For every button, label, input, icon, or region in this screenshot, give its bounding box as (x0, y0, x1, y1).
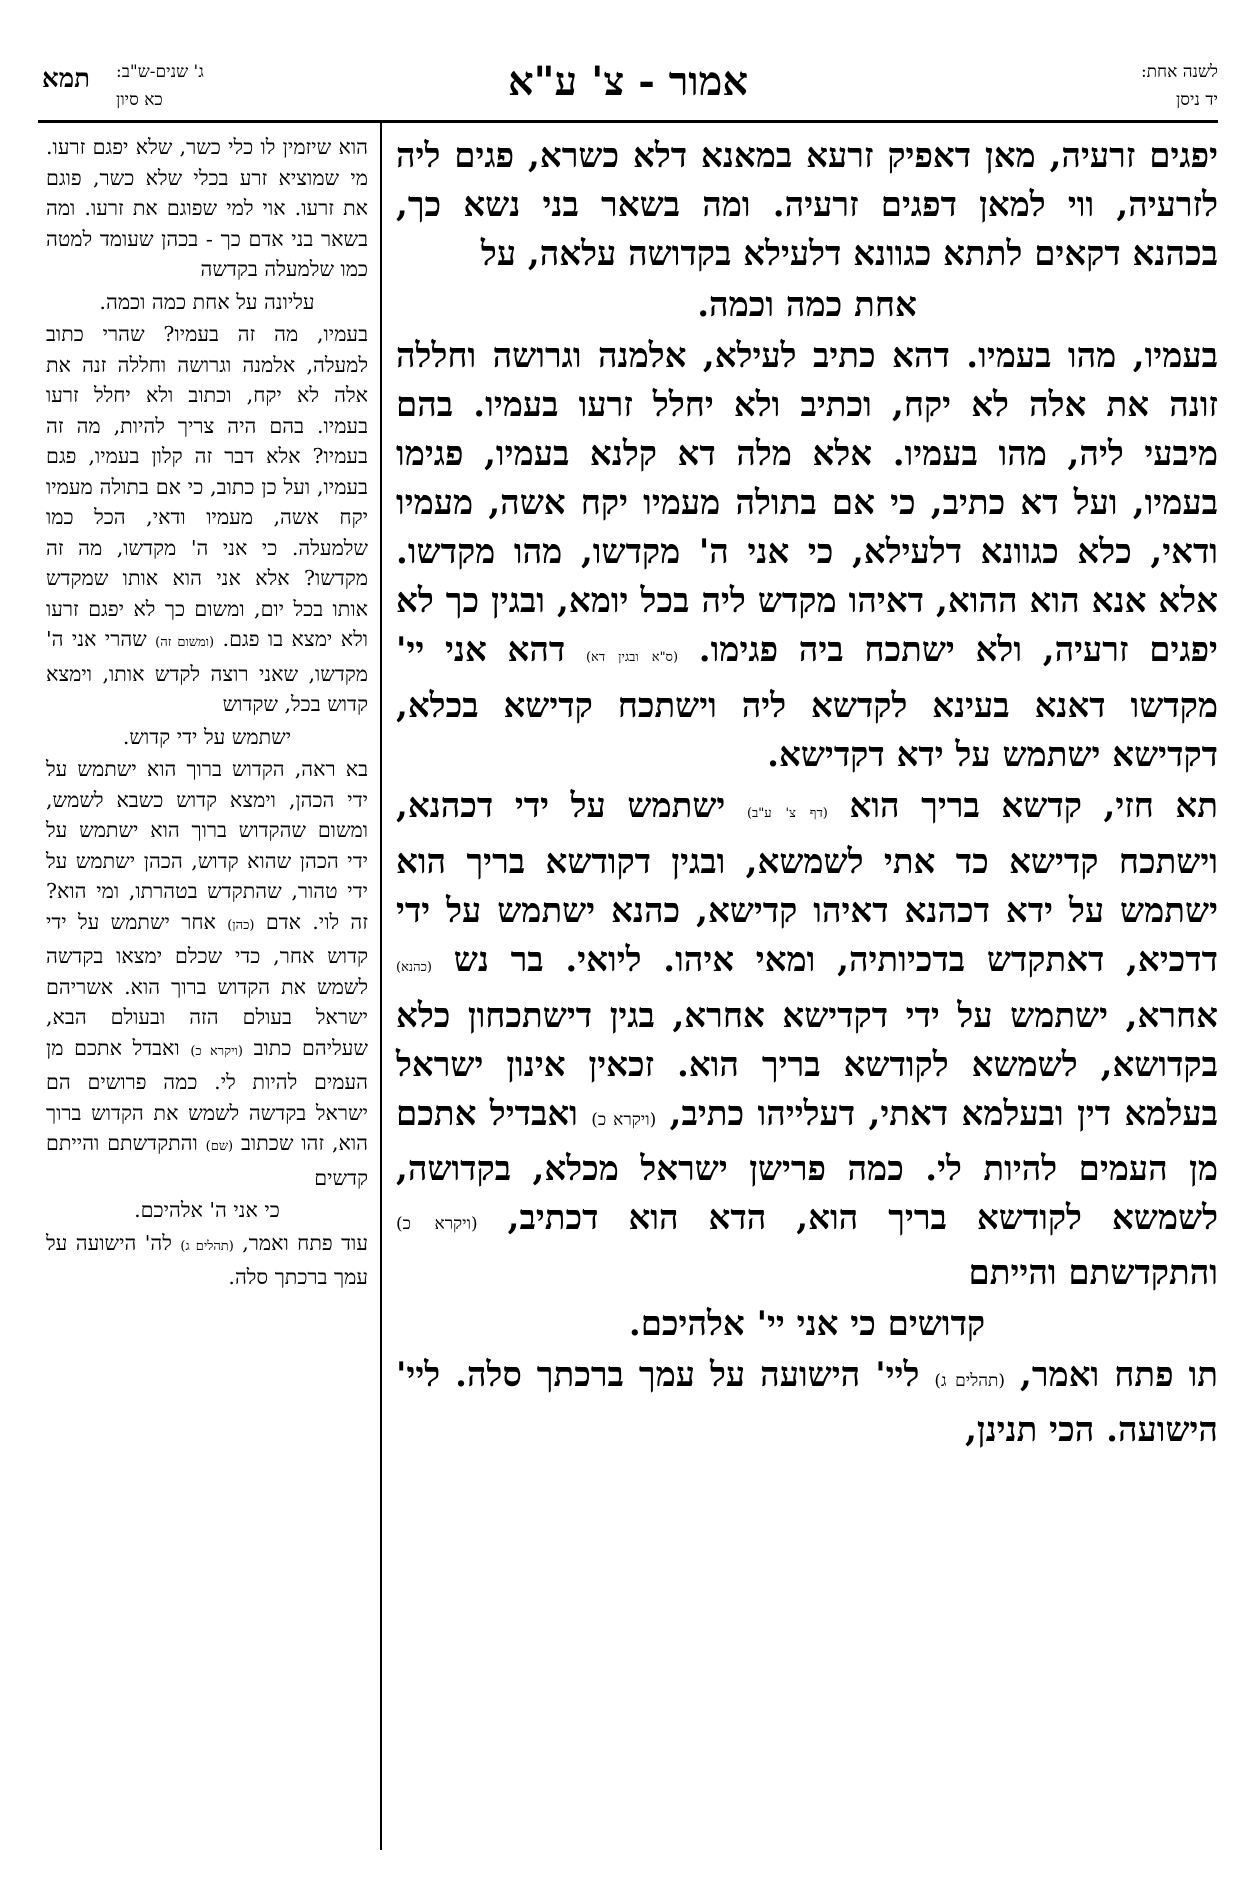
folio-reference: (דף צ' ע"ב) (746, 806, 828, 821)
main-paragraph-1: יפגים זרעיה, מאן דאפיק זרעא במאנא דלא כשרא, פגים ליה לזרעיה, ווי למאן דפגים זרעיה. ומה בשאר בני נשא כך, בכהנא דקאים לתתא כגוונא דלעילא בקדושה עלאה, על (396, 136, 1218, 274)
verse-reference: (ויקרא כ) (396, 1214, 478, 1234)
translation-column (46, 132, 368, 1295)
page (38, 52, 1218, 1852)
verse-reference: (ויקרא כ) (190, 1043, 243, 1059)
variant-reference: (כהנא) (396, 960, 433, 975)
main-paragraph-4: תו פתח ואמר, (תהלים ג) ליי' הישועה על עמך ברכתך סלה. ליי' הישועה. הכי תנינן, (396, 1355, 1219, 1450)
main-paragraph-2: בעמיו, מהו בעמיו. דהא כתיב לעילא, אלמנה וגרושה וחללה זונה את אלה לא יקח, וכתיב ולא יחלל זרעו בעמיו. בהם מיבעי ליה, מהו בעמיו. אלא מלה דא קלנא בעמיו, פגימו בעמיו, ועל דא כתיב, כי אם בתולה מעמיו יקח אשה, מעמיו ודאי, כלא כגוונא דלעילא, כי אני ה' מקדשו, מהו מקדשו. אלא אנא הוא ההוא, דאיהו מקדש ליה בכל יומא, ובגין כך לא יפגים זרעיה, ולא ישתכח ביה פגימו. (ס"א ובגין דא) דהא אני יי' מקדשו דאנא בעינא לקדשא ליה וישתכח קדישא בכלא, דקדישא ישתמש על ידא דקדישא. (396, 336, 1218, 775)
side-paragraph-3-end: כי אני ה' אלהיכם. (134, 1198, 280, 1222)
side-paragraph-4: עוד פתח ואמר, (תהלים ג) לה' הישועה על עמך ברכתך סלה. (46, 1230, 368, 1289)
column-divider (380, 120, 382, 1850)
schedule-one-year-label: לשנה אחת: (1140, 62, 1218, 82)
side-paragraph-1: הוא שיזמין לו כלי כשר, שלא יפגם זרעו. מי שמוציא זרע בכלי שלא כשר, פוגם את זרעו. אוי למי שפוגם את זרעו. ומה בשאר בני אדם כך - בכהן שעומד למטה כמו שלמעלה בקדשה (46, 135, 368, 281)
schedule-one-year-date: יד ניסן (1175, 90, 1218, 110)
page-title: אמור - צ' ע"א (507, 58, 749, 105)
main-paragraph-3: תא חזי, קדשא בריך הוא (דף צ' ע"ב) ישתמש על ידי דכהנא, וישתכח קדישא כד אתי לשמשא, ובגין דקודשא בריך הוא ישתמש על ידא דכהנא דאיהו קדישא, כהנא ישתמש על ידי דדכיא, דאתקדש בדכיותיה, ומאי איהו. ליואי. בר נש (כהנא) אחרא, ישתמש על ידי דקדישא אחרא, בגין דישתכחון כלא בקדושא, לשמשא לקודשא בריך הוא. זכאין אינון ישראל בעלמא דין ובעלמא דאתי, דעלייהו כתיב, (ויקרא כ) ואבדיל אתכם מן העמים להיות לי. כמה פרישן ישראל מכלא, בקדושה, לשמשא לקודשא בריך הוא, הדא הוא דכתיב, (ויקרא כ) והתקדשתם והייתם (396, 786, 1219, 1293)
main-paragraph-1-end: אחת כמה וכמה. (697, 285, 917, 325)
variant-reference: (ס"א ובגין דא) (585, 650, 679, 665)
side-paragraph-1-end: עליונה על אחת כמה וכמה. (99, 289, 315, 314)
side-paragraph-3: בא ראה, הקדוש ברוך הוא ישתמש על ידי הכהן, וימצא קדוש כשבא לשמש, ומשום שהקדוש ברוך הוא ישתמש על ידי הכהן שהוא קדוש, הכהן ישתמש על ידי טהור, שהתקדש בטהרתו, ומי הוא? זה לוי. אדם (כהן) אחר ישתמש על ידי קדוש אחר, כדי שכלם ימצאו בקדשה לשמש את הקדוש ברוך הוא. אשריהם ישראל בעולם הזה ובעולם הבא, שעליהם כתוב (ויקרא כ) ואבדל אתכם מן העמים להיות לי. כמה פרושים הם ישראל בקדשה לשמש את הקדוש ברוך הוא, זהו שכתוב (שם) והתקדשתם והייתם קדשים (46, 757, 369, 1190)
verse-reference: (ויקרא כ) (591, 1110, 657, 1130)
verse-reference: (שם) (205, 1139, 234, 1154)
page-number: תמא (42, 64, 90, 94)
side-paragraph-2-end: ישתמש על ידי קדוש. (122, 724, 292, 749)
verse-reference: (תהלים ג) (934, 1371, 1005, 1391)
side-paragraph-2: בעמיו, מה זה בעמיו? שהרי כתוב למעלה, אלמנה וגרושה וחללה זנה את אלה לא יקח, וכתוב ולא יחלל זרעו בעמיו. בהם היה צריך להיות, מה זה בעמיו? אלא דבר זה קלון בעמיו, פגם בעמיו, ועל כן כתוב, כי אם בתולה מעמיו יקח אשה, מעמיו ודאי, הכל כמו שלמעלה. כי אני ה' מקדשו, מה זה מקדשו? אלא אני הוא אותו שמקדש אותו בכל יום, ומשום כך לא יפגם זרעו ולא ימצא בו פגם. (ומשום זה) שהרי אני ה' מקדשו, שאני רוצה לקדש אותו, וימצא קדוש בכל, שקדוש (46, 322, 368, 716)
main-text-column (396, 132, 1218, 1457)
verse-reference: (תהלים ג) (180, 1238, 234, 1254)
schedule-three-year-label: ג' שנים-ש"ב: (116, 62, 204, 82)
variant-reference: (ומשום זה) (155, 635, 215, 650)
main-paragraph-3-end: קדושים כי אני יי' אלהיכם. (628, 1304, 986, 1344)
variant-reference: (כהן) (227, 917, 255, 933)
schedule-three-year-date: כא סיון (116, 90, 163, 110)
page-header (38, 52, 1218, 123)
